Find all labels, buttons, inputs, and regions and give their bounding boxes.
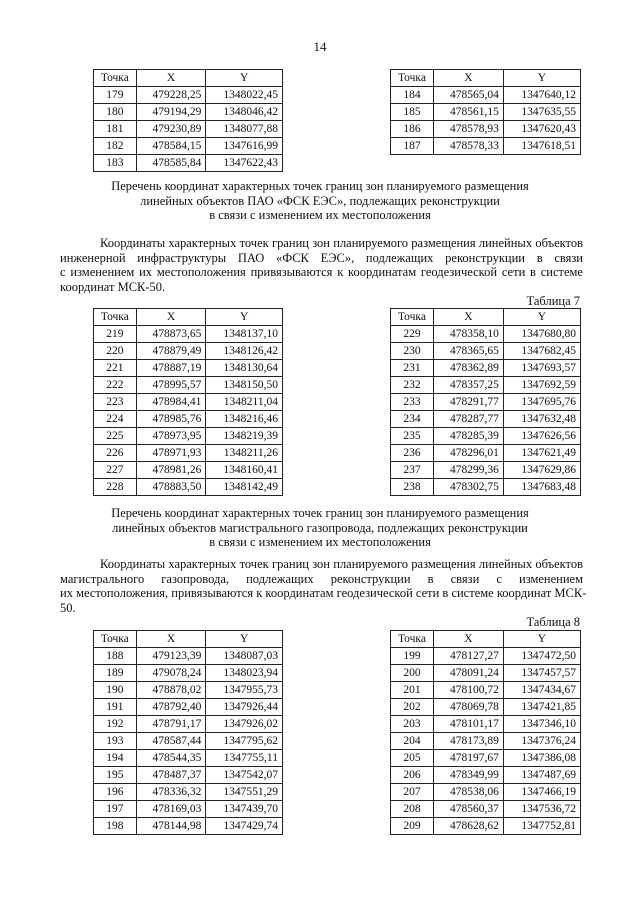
point-number-cell: 220 [94, 343, 137, 360]
table-row [94, 801, 283, 818]
y-coordinate-cell: 1348216,46 [206, 411, 283, 428]
table-row [94, 784, 283, 801]
y-coordinate-cell: 1347472,50 [503, 648, 580, 665]
x-coordinate-cell: 478100,72 [433, 682, 503, 699]
y-coordinate-cell: 1347536,72 [503, 801, 580, 818]
x-coordinate-cell: 479078,24 [136, 665, 206, 682]
x-coordinate-cell: 478578,93 [433, 121, 503, 138]
table-row [391, 479, 581, 496]
table-row [391, 699, 581, 716]
y-coordinate-cell: 1347926,02 [206, 716, 283, 733]
y-coordinate-cell: 1348150,50 [206, 377, 283, 394]
section1-heading-line: в связи с изменением их местоположения [209, 208, 431, 222]
column-header-x: X [136, 70, 206, 87]
y-coordinate-cell: 1348087,03 [206, 648, 283, 665]
table-row [391, 784, 581, 801]
point-number-cell: 233 [391, 394, 434, 411]
y-coordinate-cell: 1348142,49 [206, 479, 283, 496]
section1-paragraph-line: с изменением их местоположения привязываются к координатам геодезической сети в системе [60, 265, 583, 279]
table-row [391, 818, 581, 835]
point-number-cell: 224 [94, 411, 137, 428]
x-coordinate-cell: 478565,04 [433, 87, 503, 104]
table-row [391, 682, 581, 699]
x-coordinate-cell: 478584,15 [136, 138, 206, 155]
coordinates-table-7a [93, 308, 283, 496]
x-coordinate-cell: 478887,19 [136, 360, 206, 377]
y-coordinate-cell: 1347457,57 [503, 665, 580, 682]
column-header-point: Точка [391, 631, 434, 648]
x-coordinate-cell: 478336,32 [136, 784, 206, 801]
y-coordinate-cell: 1347620,43 [503, 121, 580, 138]
point-number-cell: 201 [391, 682, 434, 699]
y-coordinate-cell: 1347466,19 [503, 784, 580, 801]
point-number-cell: 203 [391, 716, 434, 733]
y-coordinate-cell: 1347376,24 [503, 733, 580, 750]
table-row [94, 428, 283, 445]
x-coordinate-cell: 478538,06 [433, 784, 503, 801]
point-number-cell: 194 [94, 750, 137, 767]
table-row [94, 479, 283, 496]
x-coordinate-cell: 478971,93 [136, 445, 206, 462]
y-coordinate-cell: 1347926,44 [206, 699, 283, 716]
x-coordinate-cell: 478069,78 [433, 699, 503, 716]
coordinates-table-8a [93, 630, 283, 835]
point-number-cell: 200 [391, 665, 434, 682]
table-row [391, 767, 581, 784]
table-header-row [94, 631, 283, 648]
point-number-cell: 189 [94, 665, 137, 682]
section2-heading-line: Перечень координат характерных точек границ зон планируемого размещения [111, 506, 529, 520]
point-number-cell: 205 [391, 750, 434, 767]
y-coordinate-cell: 1347635,55 [503, 104, 580, 121]
column-header-y: Y [206, 70, 283, 87]
point-number-cell: 186 [391, 121, 434, 138]
section2-heading-line: линейных объектов магистрального газопровода, подлежащих реконструкции [112, 520, 528, 535]
table-row [391, 87, 581, 104]
y-coordinate-cell: 1347632,48 [503, 411, 580, 428]
x-coordinate-cell: 478291,77 [433, 394, 503, 411]
y-coordinate-cell: 1347346,10 [503, 716, 580, 733]
section1-paragraph [60, 236, 583, 294]
point-number-cell: 196 [94, 784, 137, 801]
point-number-cell: 204 [391, 733, 434, 750]
table-row [391, 665, 581, 682]
table-header-row [94, 70, 283, 87]
table-row [94, 411, 283, 428]
point-number-cell: 193 [94, 733, 137, 750]
table-row [94, 87, 283, 104]
point-number-cell: 184 [391, 87, 434, 104]
point-number-cell: 236 [391, 445, 434, 462]
column-header-point: Точка [94, 70, 137, 87]
section2-paragraph [60, 557, 587, 615]
y-coordinate-cell: 1347682,45 [503, 343, 580, 360]
table-row [94, 767, 283, 784]
x-coordinate-cell: 478973,95 [136, 428, 206, 445]
y-coordinate-cell: 1348211,26 [206, 445, 283, 462]
section2-paragraph-line: Координаты характерных точек границ зон планируемого размещения линейных объектов [100, 557, 583, 571]
table-row [391, 104, 581, 121]
y-coordinate-cell: 1347692,59 [503, 377, 580, 394]
point-number-cell: 225 [94, 428, 137, 445]
table-row [391, 411, 581, 428]
section1-heading [60, 179, 580, 223]
table-row [391, 326, 581, 343]
section1-paragraph-line: Координаты характерных точек границ зон планируемого размещения линейных объектов [100, 236, 583, 250]
point-number-cell: 238 [391, 479, 434, 496]
point-number-cell: 197 [94, 801, 137, 818]
table-row [94, 104, 283, 121]
table-row [94, 665, 283, 682]
section2-heading-line: в связи с изменением их местоположения [209, 535, 431, 549]
point-number-cell: 183 [94, 155, 137, 172]
x-coordinate-cell: 478883,50 [136, 479, 206, 496]
x-coordinate-cell: 478879,49 [136, 343, 206, 360]
table-row [94, 343, 283, 360]
x-coordinate-cell: 478101,17 [433, 716, 503, 733]
point-number-cell: 187 [391, 138, 434, 155]
point-number-cell: 219 [94, 326, 137, 343]
table-row [94, 155, 283, 172]
y-coordinate-cell: 1347487,69 [503, 767, 580, 784]
table-row [391, 462, 581, 479]
y-coordinate-cell: 1347429,74 [206, 818, 283, 835]
table-row [391, 394, 581, 411]
point-number-cell: 182 [94, 138, 137, 155]
column-header-x: X [433, 309, 503, 326]
section1-heading-line: линейных объектов ПАО «ФСК ЕЭС», подлежащих реконструкции [140, 193, 500, 208]
column-header-y: Y [503, 631, 580, 648]
section1-heading-line: Перечень координат характерных точек границ зон планируемого размещения [111, 179, 529, 193]
coordinates-table-2 [390, 69, 581, 155]
x-coordinate-cell: 478995,57 [136, 377, 206, 394]
column-header-point: Точка [391, 70, 434, 87]
column-header-y: Y [206, 631, 283, 648]
y-coordinate-cell: 1348211,04 [206, 394, 283, 411]
page-number: 14 [313, 39, 327, 54]
y-coordinate-cell: 1348023,94 [206, 665, 283, 682]
x-coordinate-cell: 479194,29 [136, 104, 206, 121]
y-coordinate-cell: 1348077,88 [206, 121, 283, 138]
x-coordinate-cell: 478985,76 [136, 411, 206, 428]
table-header-row [391, 631, 581, 648]
y-coordinate-cell: 1347621,49 [503, 445, 580, 462]
section2-paragraph-line: 50. [60, 600, 76, 615]
point-number-cell: 191 [94, 699, 137, 716]
table-row [391, 121, 581, 138]
coordinates-table-7b [390, 308, 581, 496]
y-coordinate-cell: 1347680,80 [503, 326, 580, 343]
x-coordinate-cell: 478197,67 [433, 750, 503, 767]
y-coordinate-cell: 1347618,51 [503, 138, 580, 155]
y-coordinate-cell: 1348126,42 [206, 343, 283, 360]
point-number-cell: 180 [94, 104, 137, 121]
column-header-x: X [433, 631, 503, 648]
x-coordinate-cell: 478144,98 [136, 818, 206, 835]
table-row [391, 343, 581, 360]
column-header-x: X [433, 70, 503, 87]
x-coordinate-cell: 478285,39 [433, 428, 503, 445]
x-coordinate-cell: 478169,03 [136, 801, 206, 818]
y-coordinate-cell: 1348022,45 [206, 87, 283, 104]
point-number-cell: 234 [391, 411, 434, 428]
point-number-cell: 227 [94, 462, 137, 479]
section2-paragraph-line: их местоположения, привязываются к координатам геодезической сети в системе координат МСК- [60, 586, 587, 600]
y-coordinate-cell: 1347622,43 [206, 155, 283, 172]
column-header-x: X [136, 631, 206, 648]
point-number-cell: 232 [391, 377, 434, 394]
y-coordinate-cell: 1347542,07 [206, 767, 283, 784]
table-7-caption: Таблица 7 [526, 294, 580, 308]
y-coordinate-cell: 1347640,12 [503, 87, 580, 104]
column-header-y: Y [503, 70, 580, 87]
table-row [391, 750, 581, 767]
x-coordinate-cell: 478302,75 [433, 479, 503, 496]
x-coordinate-cell: 478487,37 [136, 767, 206, 784]
y-coordinate-cell: 1347421,85 [503, 699, 580, 716]
y-coordinate-cell: 1347695,76 [503, 394, 580, 411]
table-row [94, 733, 283, 750]
table-row [94, 445, 283, 462]
table-header-row [391, 309, 581, 326]
point-number-cell: 199 [391, 648, 434, 665]
y-coordinate-cell: 1347616,99 [206, 138, 283, 155]
table-row [94, 360, 283, 377]
x-coordinate-cell: 478587,44 [136, 733, 206, 750]
point-number-cell: 179 [94, 87, 137, 104]
x-coordinate-cell: 478287,77 [433, 411, 503, 428]
y-coordinate-cell: 1347439,70 [206, 801, 283, 818]
table-row [391, 138, 581, 155]
x-coordinate-cell: 478365,65 [433, 343, 503, 360]
y-coordinate-cell: 1348137,10 [206, 326, 283, 343]
y-coordinate-cell: 1347693,57 [503, 360, 580, 377]
point-number-cell: 235 [391, 428, 434, 445]
point-number-cell: 222 [94, 377, 137, 394]
section2-paragraph-line: магистрального газопровода, подлежащих реконструкции в связи с изменением [60, 571, 583, 586]
x-coordinate-cell: 478296,01 [433, 445, 503, 462]
point-number-cell: 209 [391, 818, 434, 835]
table-row [94, 326, 283, 343]
y-coordinate-cell: 1347551,29 [206, 784, 283, 801]
table-row [391, 360, 581, 377]
x-coordinate-cell: 478984,41 [136, 394, 206, 411]
point-number-cell: 188 [94, 648, 137, 665]
table-row [391, 801, 581, 818]
point-number-cell: 181 [94, 121, 137, 138]
point-number-cell: 190 [94, 682, 137, 699]
point-number-cell: 207 [391, 784, 434, 801]
table-row [391, 445, 581, 462]
x-coordinate-cell: 478791,17 [136, 716, 206, 733]
x-coordinate-cell: 479228,25 [136, 87, 206, 104]
x-coordinate-cell: 478349,99 [433, 767, 503, 784]
point-number-cell: 226 [94, 445, 137, 462]
x-coordinate-cell: 478628,62 [433, 818, 503, 835]
point-number-cell: 231 [391, 360, 434, 377]
table-row [94, 818, 283, 835]
point-number-cell: 185 [391, 104, 434, 121]
table-row [94, 377, 283, 394]
table-header-row [94, 309, 283, 326]
y-coordinate-cell: 1347629,86 [503, 462, 580, 479]
x-coordinate-cell: 478792,40 [136, 699, 206, 716]
x-coordinate-cell: 478873,65 [136, 326, 206, 343]
point-number-cell: 192 [94, 716, 137, 733]
x-coordinate-cell: 478362,89 [433, 360, 503, 377]
point-number-cell: 206 [391, 767, 434, 784]
point-number-cell: 195 [94, 767, 137, 784]
table-row [94, 716, 283, 733]
y-coordinate-cell: 1348046,42 [206, 104, 283, 121]
column-header-point: Точка [94, 309, 137, 326]
table-8-caption: Таблица 8 [526, 615, 580, 629]
table-row [94, 648, 283, 665]
y-coordinate-cell: 1348219,39 [206, 428, 283, 445]
x-coordinate-cell: 478299,36 [433, 462, 503, 479]
y-coordinate-cell: 1347752,81 [503, 818, 580, 835]
table-header-row [391, 70, 581, 87]
table-row [94, 682, 283, 699]
y-coordinate-cell: 1348160,41 [206, 462, 283, 479]
y-coordinate-cell: 1347386,08 [503, 750, 580, 767]
y-coordinate-cell: 1347795,62 [206, 733, 283, 750]
point-number-cell: 198 [94, 818, 137, 835]
section1-paragraph-line: инженерной инфраструктуры ПАО «ФСК ЕЭС», подлежащих реконструкции в связи [60, 250, 583, 265]
x-coordinate-cell: 479230,89 [136, 121, 206, 138]
point-number-cell: 229 [391, 326, 434, 343]
x-coordinate-cell: 478357,25 [433, 377, 503, 394]
x-coordinate-cell: 478560,37 [433, 801, 503, 818]
table-row [94, 121, 283, 138]
table-row [94, 750, 283, 767]
table-row [391, 716, 581, 733]
point-number-cell: 223 [94, 394, 137, 411]
table-row [391, 428, 581, 445]
point-number-cell: 228 [94, 479, 137, 496]
x-coordinate-cell: 479123,39 [136, 648, 206, 665]
point-number-cell: 230 [391, 343, 434, 360]
point-number-cell: 208 [391, 801, 434, 818]
column-header-point: Точка [391, 309, 434, 326]
point-number-cell: 202 [391, 699, 434, 716]
x-coordinate-cell: 478544,35 [136, 750, 206, 767]
y-coordinate-cell: 1347955,73 [206, 682, 283, 699]
table-row [391, 648, 581, 665]
y-coordinate-cell: 1348130,64 [206, 360, 283, 377]
y-coordinate-cell: 1347626,56 [503, 428, 580, 445]
table-row [391, 377, 581, 394]
y-coordinate-cell: 1347434,67 [503, 682, 580, 699]
table-row [94, 462, 283, 479]
table-row [94, 394, 283, 411]
y-coordinate-cell: 1347755,11 [206, 750, 283, 767]
table-row [94, 699, 283, 716]
x-coordinate-cell: 478358,10 [433, 326, 503, 343]
section1-paragraph-line: координат МСК-50. [60, 279, 166, 294]
section2-heading [60, 506, 580, 550]
column-header-point: Точка [94, 631, 137, 648]
x-coordinate-cell: 478173,89 [433, 733, 503, 750]
coordinates-table-8b [390, 630, 581, 835]
y-coordinate-cell: 1347683,48 [503, 479, 580, 496]
x-coordinate-cell: 478127,27 [433, 648, 503, 665]
x-coordinate-cell: 478585,84 [136, 155, 206, 172]
x-coordinate-cell: 478091,24 [433, 665, 503, 682]
x-coordinate-cell: 478981,26 [136, 462, 206, 479]
column-header-y: Y [503, 309, 580, 326]
point-number-cell: 221 [94, 360, 137, 377]
table-row [94, 138, 283, 155]
point-number-cell: 237 [391, 462, 434, 479]
x-coordinate-cell: 478578,33 [433, 138, 503, 155]
table-row [391, 733, 581, 750]
column-header-x: X [136, 309, 206, 326]
x-coordinate-cell: 478561,15 [433, 104, 503, 121]
coordinates-table-1 [93, 69, 283, 172]
x-coordinate-cell: 478878,02 [136, 682, 206, 699]
column-header-y: Y [206, 309, 283, 326]
